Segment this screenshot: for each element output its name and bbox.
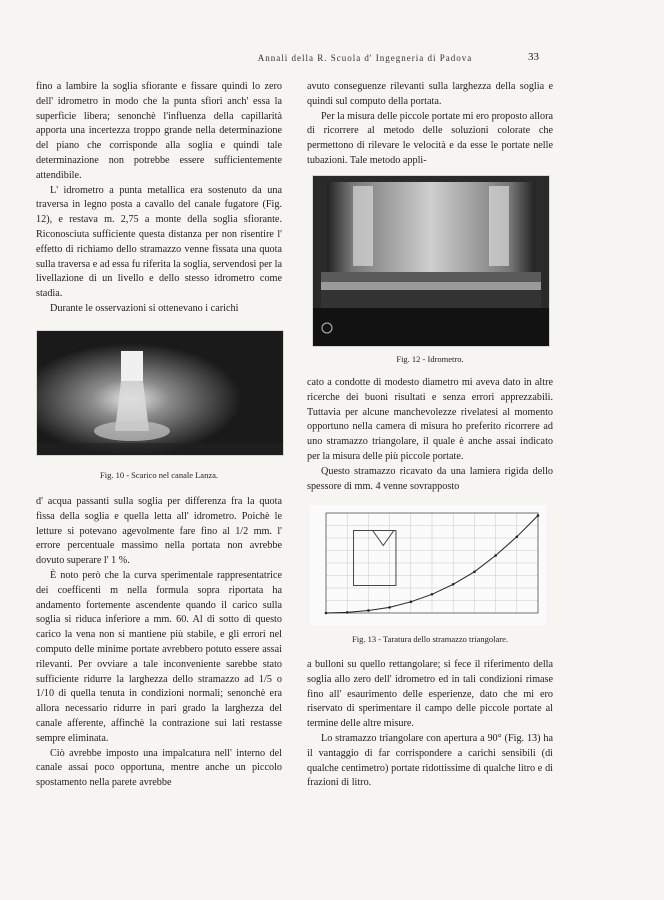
left-column-bottom [36,495,282,791]
right-paragraph-1: avuto conseguenze rilevanti sulla larghezza della soglia e quindi sul computo della portata. [307,81,553,107]
right-paragraph-2: Per la misura delle piccole portate mi ero proposto allora di ricorrere al metodo delle soluzioni colorate che permettono di rilevare le velocità e da esse le portate nelle tubazioni. Tale metodo appli- [307,110,553,166]
data-point [516,535,519,538]
figure-13-caption: Fig. 13 - Taratura dello stramazzo triangolare. [352,634,508,644]
data-point [410,600,413,603]
right-paragraph-6: Lo stramazzo triangolare con apertura a 90° (Fig. 13) ha il vantaggio di far corrispondere a carichi sensibili (di qualche centimetro) portate ridottissime di qualche litro e di frazioni di litro. [307,732,553,789]
figure-12-caption: Fig. 12 - Idrometro. [396,354,464,364]
figure-10-photo [37,331,283,455]
data-point [431,593,434,596]
figure-10-caption: Fig. 10 - Scarico nel canale Lanza. [99,470,218,480]
left-paragraph-5: È noto però che la curva sperimentale rappresentatrice dei coefficenti m nella formula sopra riportata ha andamento fortemente ascendente quando il carico sulla soglia si riduca inferiore a mm. 60. Al di sotto di questo carico la vena non si mantiene più stabile, e gli errori nel computo delle minime portate avrebbero potuto essere assai rilevanti. Per ovviare a tale inconveniente sarebbe stato sufficiente ridurre la larghezza dello stramazzo ad 1/5 o 1/10 di quella tenuta in condizioni normali; senonchè era allora necessario ridurre in pari grado la larghezza del canale afferente, affinchè la contrazione sui lati restasse sempre eliminata. [36,569,282,744]
left-paragraph-3: Durante le osservazioni si ottenevano i carichi [50,302,239,314]
right-column-middle [307,376,553,494]
left-paragraph-4: d' acqua passanti sulla soglia per differenza fra la quota fissa della soglia e quella letta all' idrometro. Poichè le letture si potevano agevolmente fare fino al 1/2 mm. l' errore percentuale massimo nella portata non avrebbe dovuto superare l' 1 %. [36,496,282,567]
chart-background [310,505,546,625]
figure-12 [312,175,550,347]
page-number: 33 [528,51,539,63]
data-point [346,611,349,614]
left-paragraph-1: fino a lambire la soglia sfiorante e fissare quindi lo zero dell' idrometro in modo che la punta sfiori anch' essa la superficie libera; senonchè l'influenza della capillarità apporta una incertezza troppo grande nella determinazione del piano che corrisponde alla soglia e quindi tale determinazione non potrebbe essere sufficientemente attendibile. [36,81,282,181]
right-paragraph-3: cato a condotte di modesto diametro mi aveva dato in altre ricerche dei buoni risultati e senza errori apprezzabili. Tuttavia per alcune manchevolezze rivelatesi al momento opportuno nella camera di misura ho preferito ricorrere ad uno stramazzo triangolare, il quale è anche assai indicato per la misura delle più piccole portate. [307,377,553,462]
data-point [473,570,476,573]
figure-10 [36,330,284,456]
running-header: Annali della R. Scuola d' Ingegneria di Padova [257,53,473,63]
data-point [325,612,328,615]
right-paragraph-5: a bulloni su quello rettangolare; si fece il riferimento della soglia allo zero dell' idrometro ed in tali condizioni rimase fino all' esaurimento delle esperienze, dato che mi ero riservato di sperimentare il campo delle piccole portate al termine delle altre misure. [307,659,553,730]
data-point [494,554,497,557]
data-point [452,583,455,586]
left-paragraph-2: L' idrometro a punta metallica era sostenuto da una traversa in legno posta a cavallo del canale fugatore (Fig. 12), e restava m. 2,75 a monte della soglia sfiorante. Riconosciuta sufficiente questa distanza per non risentire l' effetto di richiamo dello stramazzo venne fissata una quota sulla traversa e ad essa fu riferita la soglia, servendosi per la livellazione di un livello e dello stesso idrometro come stadia. [36,184,282,300]
left-column-top [36,80,282,317]
figure-12-photo [313,176,549,346]
figure-13-chart [310,505,546,625]
right-column-bottom [307,658,553,791]
data-point [537,514,540,517]
data-point [388,606,391,609]
data-point [367,609,370,612]
left-paragraph-6: Ciò avrebbe imposto una impalcatura nell' interno del canale assai poco opportuna, mentre anche un piccolo spostamento nella parete avrebbe [36,747,282,789]
right-column-top [307,80,553,169]
right-paragraph-4: Questo stramazzo ricavato da una lamiera rigida dello spessore di mm. 4 venne sovrapposto [307,465,553,492]
